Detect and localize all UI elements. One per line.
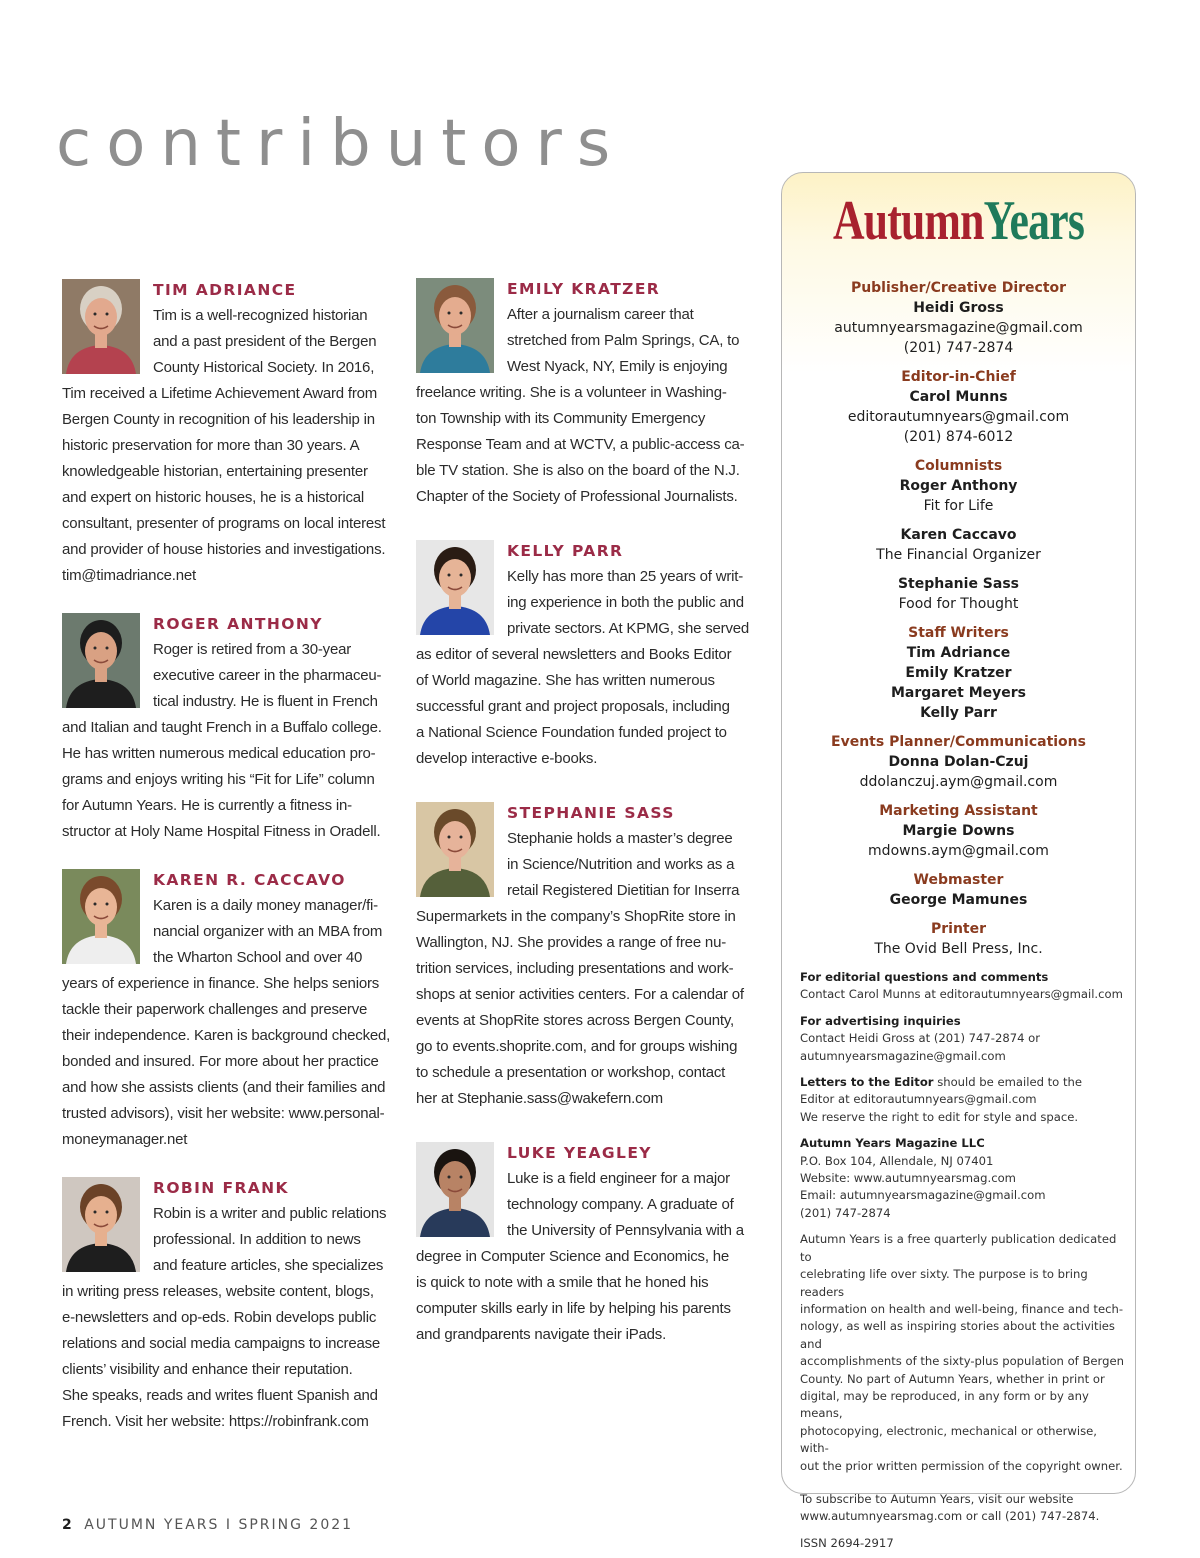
masthead-company: The Ovid Bell Press, Inc. <box>874 941 1043 957</box>
masthead-email[interactable]: mdowns.aym@gmail.com <box>868 843 1049 859</box>
bio-line: Wallington, NJ. She provides a range of free nu- <box>416 934 727 951</box>
bio-tim-adriance <box>62 279 394 589</box>
bio-line: trusted advisors), visit her website: www.personal- <box>62 1105 385 1122</box>
bio-line: professional. In addition to news <box>153 1231 361 1248</box>
bio-line: consultant, presenter of programs on local interest <box>62 515 386 532</box>
bio-line: technology company. A graduate of <box>507 1196 734 1213</box>
portrait-tim-adriance <box>62 279 140 374</box>
bio-emily-kratzer <box>416 278 748 510</box>
company-email[interactable]: Email: autumnyearsmagazine@gmail.com <box>800 1188 1046 1203</box>
masthead-marketing-assistant <box>782 801 1135 861</box>
contributor-name: EMILY KRATZER <box>507 280 661 298</box>
portrait-stephanie-sass <box>416 802 494 897</box>
issn: ISSN 2694-2917 <box>800 1535 894 1550</box>
bio-line: tical industry. He is fluent in French <box>153 693 378 710</box>
bio-line: develop interactive e-books. <box>416 750 598 767</box>
bio-line: private sectors. At KPMG, she served <box>507 620 750 637</box>
bio-line: Supermarkets in the company’s ShopRite store in <box>416 908 736 925</box>
portrait-karen-caccavo <box>62 869 140 964</box>
bio-line: executive career in the pharmaceu- <box>153 667 382 684</box>
masthead-role: Editor-in-Chief <box>901 369 1016 385</box>
masthead-role: Staff Writers <box>908 625 1009 641</box>
bio-line: Karen is a daily money manager/fi- <box>153 897 378 914</box>
bio-luke-yeagley <box>416 1142 748 1348</box>
bio-line: and grandparents navigate their iPads. <box>416 1326 667 1343</box>
masthead-person: Tim Adriance <box>906 645 1011 661</box>
masthead-columnists <box>782 456 1135 614</box>
masthead-detail: Food for Thought <box>898 596 1019 612</box>
bio-line: a National Science Foundation funded project to <box>416 724 727 741</box>
masthead-detail: (201) 747-2874 <box>903 340 1014 356</box>
bio-kelly-parr <box>416 540 748 772</box>
bio-line: freelance writing. She is a volunteer in Washing- <box>416 384 727 401</box>
bio-line: Roger is retired from a 30-year <box>153 641 352 658</box>
masthead-person: Karen Caccavo <box>900 527 1017 543</box>
masthead-detail: Fit for Life <box>923 498 994 514</box>
masthead-webmaster <box>782 870 1135 910</box>
masthead-person: Margaret Meyers <box>890 685 1026 701</box>
contributor-name: KELLY PARR <box>507 542 624 560</box>
portrait-emily-kratzer <box>416 278 494 373</box>
masthead-staff-writers <box>782 623 1135 723</box>
masthead-role: Events Planner/Communications <box>831 734 1086 750</box>
contributor-name: ROBIN FRANK <box>153 1179 289 1197</box>
masthead-role: Marketing Assistant <box>879 803 1038 819</box>
bio-line: tim@timadriance.net <box>62 567 196 584</box>
advertising-heading: For advertising inquiries <box>800 1013 961 1028</box>
bio-line: Luke is a field engineer for a major <box>507 1170 730 1187</box>
masthead-role: Webmaster <box>913 872 1004 888</box>
masthead-person: Margie Downs <box>902 823 1015 839</box>
bio-line: is quick to note with a smile that he honed his <box>416 1274 709 1291</box>
editorial-contact <box>800 969 1125 1004</box>
masthead-person: Heidi Gross <box>913 300 1004 316</box>
bio-line: computer skills early in life by helping his parents <box>416 1300 731 1317</box>
bio-line: stretched from Palm Springs, CA, to <box>507 332 740 349</box>
bio-robin-frank <box>62 1177 394 1435</box>
bio-line: nancial organizer with an MBA from <box>153 923 383 940</box>
masthead-sidebar <box>781 172 1136 1550</box>
bio-line: West Nyack, NY, Emily is enjoying <box>507 358 728 375</box>
contributor-name: ROGER ANTHONY <box>153 615 323 633</box>
subscribe-paragraph: To subscribe to Autumn Years, visit our website www.autumnyearsmag.com or call (201) 747-2874. <box>800 1491 1100 1524</box>
publication-info <box>800 969 1125 1552</box>
letters-line: Editor at editorautumnyears@gmail.com <box>800 1092 1037 1107</box>
company-website[interactable]: Website: www.autumnyearsmag.com <box>800 1171 1016 1186</box>
masthead-person: George Mamunes <box>889 892 1028 908</box>
bio-line: County Historical Society. In 2016, <box>153 359 375 376</box>
bio-line: Stephanie holds a master’s degree <box>507 830 733 847</box>
company-info <box>800 1135 1125 1222</box>
bio-line: and a past president of the Bergen <box>153 333 377 350</box>
bio-line: She speaks, reads and writes fluent Spanish and <box>62 1387 378 1404</box>
bio-line: in writing press releases, website content, blogs, <box>62 1283 374 1300</box>
bio-line: and provider of house histories and investigations. <box>62 541 386 558</box>
bio-line: relations and social media campaigns to increase <box>62 1335 381 1352</box>
contributor-name: KAREN R. CACCAVO <box>153 871 346 889</box>
bio-line: ing experience in both the public and <box>507 594 744 611</box>
bio-line: moneymanager.net <box>62 1131 188 1148</box>
publication-name: AUTUMN YEARS <box>84 1517 220 1533</box>
bio-line: After a journalism career that <box>507 306 694 323</box>
bio-line: and Italian and taught French in a Buffalo college. <box>62 719 382 736</box>
portrait-luke-yeagley <box>416 1142 494 1237</box>
bio-line: as editor of several newsletters and Books Editor <box>416 646 732 663</box>
masthead-email[interactable]: autumnyearsmagazine@gmail.com <box>834 320 1083 336</box>
bio-line: her at Stephanie.sass@wakefern.com <box>416 1090 663 1107</box>
masthead-person: Roger Anthony <box>899 478 1018 494</box>
advertising-contact <box>800 1013 1125 1065</box>
company-heading: Autumn Years Magazine LLC <box>800 1136 985 1151</box>
bio-line: retail Registered Dietitian for Inserra <box>507 882 740 899</box>
bio-line: and how she assists clients (and their families and <box>62 1079 386 1096</box>
masthead-printer <box>782 919 1135 959</box>
masthead-person: Kelly Parr <box>920 705 997 721</box>
letters-line: We reserve the right to edit for style and space. <box>800 1109 1079 1124</box>
bio-line: clients’ visibility and enhance their reputation. <box>62 1361 353 1378</box>
masthead-email[interactable]: editorautumnyears@gmail.com <box>847 409 1070 425</box>
bio-line: Robin is a writer and public relations <box>153 1205 387 1222</box>
letters-to-editor <box>800 1074 1125 1126</box>
bio-line: grams and enjoys writing his “Fit for Life” column <box>62 771 375 788</box>
masthead-person: Carol Munns <box>909 389 1008 405</box>
bio-line: go to events.shoprite.com, and for groups wishing <box>416 1038 738 1055</box>
portrait-robin-frank <box>62 1177 140 1272</box>
masthead-email[interactable]: ddolanczuj.aym@gmail.com <box>859 774 1058 790</box>
bio-line: shops at senior activities centers. For a calendar of <box>416 986 744 1003</box>
about-paragraph: Autumn Years is a free quarterly publication dedicated to celebrating life over sixty. The purpose is to bring readers information on health and well-being, finance and tech- nology, as well as inspiring stories about the activities and accomplishments of the sixty-plus population of Bergen County. No part of Autumn Years, whether in print or digital, may be reproduced, in any form or by any means, photocopying, electronic, mechanical or otherwise, with- out the prior written permission of the copyright owner. <box>800 1232 1124 1473</box>
staff-masthead <box>782 278 1135 968</box>
company-address: P.O. Box 104, Allendale, NJ 07401 <box>800 1153 994 1168</box>
masthead-role: Printer <box>930 921 987 937</box>
letters-line: should be emailed to the <box>933 1075 1082 1090</box>
bio-line: Tim is a well-recognized historian <box>153 307 368 324</box>
bio-line: French. Visit her website: https://robinfrank.com <box>62 1413 369 1430</box>
bio-line: events at ShopRite stores across Bergen County, <box>416 1012 734 1029</box>
editorial-heading: For editorial questions and comments <box>800 970 1049 984</box>
bio-line: He has written numerous medical education pro- <box>62 745 376 762</box>
editorial-text: Contact Carol Munns at editorautumnyears@gmail.com <box>800 987 1123 1002</box>
bio-line: and expert on historic houses, he is a historical <box>62 489 365 506</box>
bio-line: ton Township with its Community Emergency <box>416 410 706 427</box>
page-footer <box>62 1517 353 1533</box>
masthead-role: Publisher/Creative Director <box>850 280 1067 296</box>
company-phone: (201) 747-2874 <box>800 1205 891 1220</box>
masthead-person: Emily Kratzer <box>905 665 1012 681</box>
masthead-role: Columnists <box>914 458 1003 474</box>
letters-heading: Letters to the Editor <box>800 1075 934 1090</box>
bio-karen-r-caccavo <box>62 869 394 1153</box>
footer-separator: I <box>225 1517 233 1533</box>
bio-line: historic preservation for more than 30 years. A <box>62 437 360 454</box>
bio-line: the University of Pennsylvania with a <box>507 1222 744 1239</box>
contributor-name: TIM ADRIANCE <box>153 281 297 299</box>
bio-line: for Autumn Years. He is currently a fitness in- <box>62 797 352 814</box>
bio-line: in Science/Nutrition and works as a <box>507 856 735 873</box>
bio-line: years of experience in finance. She helps seniors <box>62 975 380 992</box>
bio-line: bonded and insured. For more about her practice <box>62 1053 379 1070</box>
bio-line: successful grant and project proposals, including <box>416 698 730 715</box>
masthead-events-planner-communications <box>782 732 1135 792</box>
bio-line: degree in Computer Science and Economics, he <box>416 1248 730 1265</box>
bio-line: trition services, including presentations and work- <box>416 960 734 977</box>
bio-line: e-newsletters and op-eds. Robin develops public <box>62 1309 377 1326</box>
bio-line: Bergen County in recognition of his leadership in <box>62 411 375 428</box>
bio-line: and feature articles, she specializes <box>153 1257 384 1274</box>
middle-contributor-column <box>416 278 748 1348</box>
advertising-line: Contact Heidi Gross at (201) 747-2874 or <box>800 1031 1041 1046</box>
bio-line: structor at Holy Name Hospital Fitness in Oradell. <box>62 823 381 840</box>
bio-line: to schedule a presentation or workshop, contact <box>416 1064 726 1081</box>
bio-stephanie-sass <box>416 802 748 1112</box>
bio-line: Kelly has more than 25 years of writ- <box>507 568 744 585</box>
masthead-person: Stephanie Sass <box>897 576 1020 592</box>
masthead-publisher-creative-director <box>782 278 1135 358</box>
advertising-email[interactable]: autumnyearsmagazine@gmail.com <box>800 1048 1006 1063</box>
bio-line: knowledgeable historian, entertaining presenter <box>62 463 368 480</box>
contributor-name: STEPHANIE SASS <box>507 804 675 822</box>
bio-line: their independence. Karen is background checked, <box>62 1027 391 1044</box>
contributor-name: LUKE YEAGLEY <box>507 1144 652 1162</box>
bio-roger-anthony <box>62 613 394 845</box>
bio-line: Tim received a Lifetime Achievement Award from <box>62 385 378 402</box>
autumn-years-logo: AutumnYears <box>832 190 1085 252</box>
bio-line: ble TV station. She is also on the board of the N.J. <box>416 462 740 479</box>
left-contributor-column <box>62 279 394 1435</box>
bio-line: Response Team and at WCTV, a public-access ca- <box>416 436 745 453</box>
bio-line: the Wharton School and over 40 <box>153 949 363 966</box>
masthead-editor-in-chief <box>782 367 1135 447</box>
masthead-detail: The Financial Organizer <box>876 547 1041 563</box>
page-title: contributors <box>56 107 626 181</box>
bio-line: Chapter of the Society of Professional Journalists. <box>416 488 738 505</box>
page-number: 2 <box>62 1517 72 1533</box>
portrait-roger-anthony <box>62 613 140 708</box>
bio-line: tackle their paperwork challenges and preserve <box>62 1001 368 1018</box>
bio-line: of World magazine. She has written numerous <box>416 672 715 689</box>
issue-name: SPRING 2021 <box>238 1517 354 1533</box>
portrait-kelly-parr <box>416 540 494 635</box>
masthead-detail: (201) 874-6012 <box>903 429 1014 445</box>
masthead-person: Donna Dolan-Czuj <box>888 754 1029 770</box>
